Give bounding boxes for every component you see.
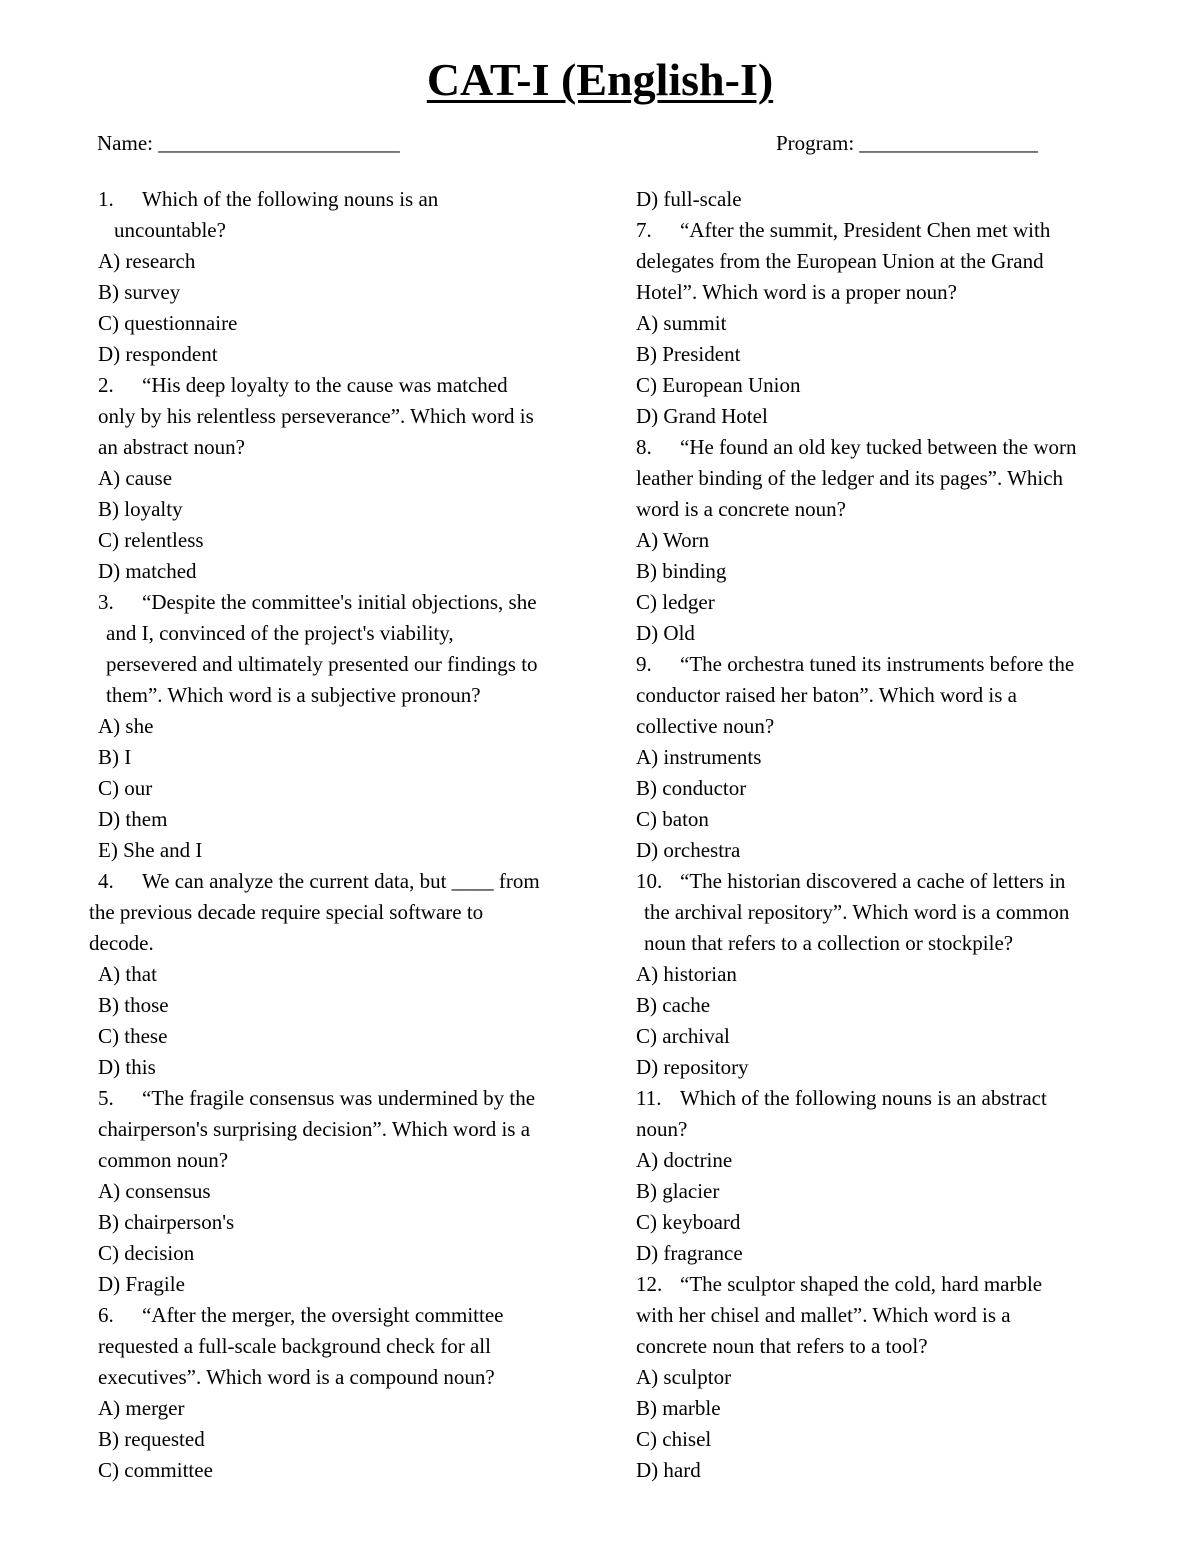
question-text: “The orchestra tuned its instruments before the xyxy=(680,652,1075,676)
answer-option: C) keyboard xyxy=(636,1210,741,1234)
question-text: “He found an old key tucked between the worn xyxy=(680,435,1077,459)
answer-option: D) hard xyxy=(636,1458,701,1482)
question-text: We can analyze the current data, but ____ from xyxy=(142,869,540,893)
answer-option: D) full-scale xyxy=(636,187,742,211)
answer-option: A) sculptor xyxy=(636,1365,732,1389)
answer-option: D) this xyxy=(98,1055,156,1079)
answer-option: B) loyalty xyxy=(98,497,183,521)
question-line xyxy=(636,1269,1077,1300)
question-text: “His deep loyalty to the cause was matched xyxy=(142,373,508,397)
question-text: Which of the following nouns is an xyxy=(142,187,439,211)
question-line xyxy=(636,1083,1077,1114)
question-number: 7. xyxy=(636,218,652,242)
answer-option: D) respondent xyxy=(98,342,218,366)
question-text-continued: them”. Which word is a subjective pronoun? xyxy=(106,683,481,707)
question-text-continued: leather binding of the ledger and its pages”. Which xyxy=(636,466,1064,490)
question-text-continued: and I, convinced of the project's viability, xyxy=(106,621,454,645)
question-text-continued: collective noun? xyxy=(636,714,775,738)
answer-option: B) President xyxy=(636,342,741,366)
question-text-continued: noun? xyxy=(636,1117,688,1141)
question-number: 6. xyxy=(98,1303,114,1327)
question-text-continued: common noun? xyxy=(98,1148,229,1172)
answer-option: B) marble xyxy=(636,1396,721,1420)
question-text: “Despite the committee's initial objections, she xyxy=(142,590,537,614)
question-number: 8. xyxy=(636,435,652,459)
question-text-continued: noun that refers to a collection or stockpile? xyxy=(644,931,1014,955)
answer-option: B) conductor xyxy=(636,776,747,800)
answer-option: B) those xyxy=(98,993,169,1017)
answer-option: E) She and I xyxy=(98,838,203,862)
question-line xyxy=(89,587,540,618)
answer-option: A) that xyxy=(98,962,157,986)
answer-option: C) these xyxy=(98,1024,168,1048)
question-text: “The fragile consensus was undermined by the xyxy=(142,1086,536,1110)
program-field[interactable]: Program: _________________ xyxy=(776,131,1038,155)
question-text-continued: word is a concrete noun? xyxy=(636,497,846,521)
question-line xyxy=(636,866,1077,897)
question-number: 9. xyxy=(636,652,652,676)
question-text-continued: delegates from the European Union at the Grand xyxy=(636,249,1044,273)
question-text: “The sculptor shaped the cold, hard marble xyxy=(680,1272,1043,1296)
answer-option: A) she xyxy=(98,714,154,738)
answer-option: B) survey xyxy=(98,280,181,304)
question-number: 5. xyxy=(98,1086,114,1110)
question-line xyxy=(636,215,1077,246)
answer-option: D) fragrance xyxy=(636,1241,743,1265)
answer-option: D) them xyxy=(98,807,168,831)
answer-option: C) baton xyxy=(636,807,709,831)
question-line xyxy=(636,649,1077,680)
question-text: “After the summit, President Chen met with xyxy=(680,218,1051,242)
answer-option: C) questionnaire xyxy=(98,311,238,335)
answer-option: B) chairperson's xyxy=(98,1210,235,1234)
answer-option: A) summit xyxy=(636,311,727,335)
question-line xyxy=(89,1083,540,1114)
answer-option: A) merger xyxy=(98,1396,185,1420)
answer-option: B) cache xyxy=(636,993,711,1017)
question-line xyxy=(89,370,540,401)
question-number: 3. xyxy=(98,590,114,614)
question-text-continued: requested a full-scale background check for all xyxy=(98,1334,491,1358)
question-text-continued: decode. xyxy=(89,931,154,955)
answer-option: C) ledger xyxy=(636,590,715,614)
answer-option: A) research xyxy=(98,249,196,273)
answer-option: A) cause xyxy=(98,466,173,490)
answer-option: D) Old xyxy=(636,621,695,645)
question-text-continued: the previous decade require special software to xyxy=(89,900,484,924)
left-column xyxy=(89,184,540,1486)
answer-option: D) orchestra xyxy=(636,838,741,862)
question-text-continued: with her chisel and mallet”. Which word is a xyxy=(636,1303,1011,1327)
answer-option: C) committee xyxy=(98,1458,213,1482)
answer-option: C) chisel xyxy=(636,1427,712,1451)
answer-option: B) requested xyxy=(98,1427,205,1451)
name-field[interactable]: Name: _______________________ xyxy=(97,131,400,155)
question-text-continued: Hotel”. Which word is a proper noun? xyxy=(636,280,957,304)
answer-option: D) repository xyxy=(636,1055,749,1079)
question-number: 12. xyxy=(636,1272,663,1296)
answer-option: D) Fragile xyxy=(98,1272,185,1296)
page-title: CAT-I (English-I) xyxy=(426,54,774,105)
answer-option: C) decision xyxy=(98,1241,195,1265)
answer-option: A) Worn xyxy=(636,528,710,552)
question-text-continued: an abstract noun? xyxy=(98,435,245,459)
answer-option: A) doctrine xyxy=(636,1148,733,1172)
question-number: 1. xyxy=(98,187,114,211)
question-number: 2. xyxy=(98,373,114,397)
question-text-continued: the archival repository”. Which word is a common xyxy=(644,900,1070,924)
answer-option: C) our xyxy=(98,776,153,800)
answer-option: A) instruments xyxy=(636,745,762,769)
question-number: 4. xyxy=(98,869,114,893)
answer-option: C) archival xyxy=(636,1024,730,1048)
answer-option: D) Grand Hotel xyxy=(636,404,768,428)
answer-option: B) I xyxy=(98,745,132,769)
question-text-continued: concrete noun that refers to a tool? xyxy=(636,1334,928,1358)
question-line xyxy=(89,184,540,215)
question-text: Which of the following nouns is an abstract xyxy=(680,1086,1047,1110)
question-line xyxy=(636,432,1077,463)
question-line xyxy=(89,1300,540,1331)
question-number: 10. xyxy=(636,869,663,893)
question-text-continued: conductor raised her baton”. Which word is a xyxy=(636,683,1017,707)
question-text-continued: persevered and ultimately presented our findings to xyxy=(106,652,538,676)
answer-option: C) European Union xyxy=(636,373,801,397)
question-line xyxy=(89,866,540,897)
question-text-continued: chairperson's surprising decision”. Which word is a xyxy=(98,1117,531,1141)
answer-option: D) matched xyxy=(98,559,197,583)
question-text-continued: uncountable? xyxy=(114,218,226,242)
question-text-continued: only by his relentless perseverance”. Which word is xyxy=(98,404,534,428)
answer-option: C) relentless xyxy=(98,528,204,552)
answer-option: A) consensus xyxy=(98,1179,211,1203)
answer-option: A) historian xyxy=(636,962,737,986)
question-text: “After the merger, the oversight committee xyxy=(142,1303,504,1327)
question-text: “The historian discovered a cache of letters in xyxy=(680,869,1066,893)
question-number: 11. xyxy=(636,1086,662,1110)
question-text-continued: executives”. Which word is a compound noun? xyxy=(98,1365,495,1389)
right-column xyxy=(636,184,1077,1486)
answer-option: B) binding xyxy=(636,559,727,583)
answer-option: B) glacier xyxy=(636,1179,720,1203)
